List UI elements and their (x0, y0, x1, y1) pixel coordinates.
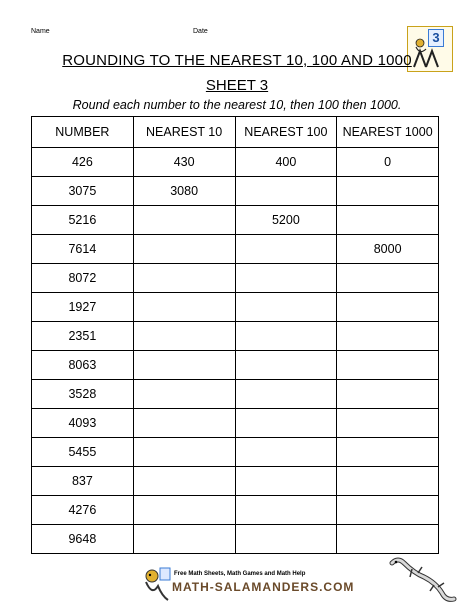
cell-nearest-1000 (337, 496, 439, 525)
cell-nearest-100 (235, 438, 337, 467)
table-row (32, 264, 439, 293)
grade-number: 3 (428, 29, 444, 47)
cell-nearest-1000 (337, 293, 439, 322)
cell-number: 3075 (32, 177, 134, 206)
cell-nearest-10 (133, 322, 235, 351)
cell-nearest-1000 (337, 351, 439, 380)
footer-logo (140, 566, 172, 609)
table-row (32, 467, 439, 496)
table-row (32, 235, 439, 264)
cell-nearest-1000 (337, 525, 439, 554)
cell-nearest-1000 (337, 264, 439, 293)
salamander-icon (388, 555, 458, 605)
cell-nearest-1000 (337, 206, 439, 235)
cell-nearest-10 (133, 264, 235, 293)
column-header-nearest-1000: NEAREST 1000 (337, 117, 439, 148)
table-row (32, 206, 439, 235)
column-header-nearest-10: NEAREST 10 (133, 117, 235, 148)
cell-nearest-10: 3080 (133, 177, 235, 206)
table-row (32, 438, 439, 467)
cell-nearest-10 (133, 380, 235, 409)
cell-nearest-10 (133, 206, 235, 235)
salamander-illustration (388, 555, 458, 610)
cell-nearest-1000 (337, 177, 439, 206)
cell-nearest-1000 (337, 322, 439, 351)
cell-nearest-100 (235, 264, 337, 293)
cell-nearest-1000 (337, 467, 439, 496)
table-row (32, 380, 439, 409)
cell-number: 4093 (32, 409, 134, 438)
cell-nearest-100 (235, 351, 337, 380)
cell-number: 8063 (32, 351, 134, 380)
cell-nearest-10 (133, 496, 235, 525)
sheet-subtitle: SHEET 3 (205, 77, 269, 94)
cell-number: 837 (32, 467, 134, 496)
cell-nearest-1000 (337, 438, 439, 467)
cell-nearest-10 (133, 235, 235, 264)
cell-nearest-100 (235, 177, 337, 206)
table-row (32, 496, 439, 525)
cell-number: 9648 (32, 525, 134, 554)
cell-number: 3528 (32, 380, 134, 409)
cell-nearest-1000: 8000 (337, 235, 439, 264)
cell-nearest-100: 5200 (235, 206, 337, 235)
cell-nearest-100 (235, 467, 337, 496)
cell-nearest-10 (133, 438, 235, 467)
instructions: Round each number to the nearest 10, then 100 then 1000. (72, 98, 402, 112)
cell-nearest-100 (235, 380, 337, 409)
cell-number: 5216 (32, 206, 134, 235)
column-header-nearest-100: NEAREST 100 (235, 117, 337, 148)
cell-nearest-10 (133, 351, 235, 380)
cell-nearest-10 (133, 409, 235, 438)
cell-nearest-10 (133, 293, 235, 322)
table-row (32, 177, 439, 206)
cell-nearest-100 (235, 322, 337, 351)
cell-nearest-100 (235, 293, 337, 322)
table-row (32, 409, 439, 438)
salamander-mascot-icon (140, 566, 172, 604)
cell-nearest-100 (235, 409, 337, 438)
cell-number: 8072 (32, 264, 134, 293)
table-header-row (32, 117, 439, 148)
footer-brand: MATH-SALAMANDERS.COM (172, 580, 355, 594)
cell-nearest-10: 430 (133, 148, 235, 177)
cell-number: 7614 (32, 235, 134, 264)
cell-nearest-1000 (337, 409, 439, 438)
cell-nearest-1000: 0 (337, 148, 439, 177)
footer-tagline: Free Math Sheets, Math Games and Math Help (174, 571, 306, 577)
cell-nearest-1000 (337, 380, 439, 409)
column-header-number: NUMBER (32, 117, 134, 148)
table-row (32, 322, 439, 351)
cell-nearest-100 (235, 525, 337, 554)
table-row (32, 293, 439, 322)
page-title: ROUNDING TO THE NEAREST 10, 100 AND 1000 (62, 52, 412, 69)
cell-nearest-10 (133, 467, 235, 496)
cell-number: 1927 (32, 293, 134, 322)
cell-number: 426 (32, 148, 134, 177)
table-row (32, 525, 439, 554)
name-label: Name (31, 28, 50, 35)
cell-number: 2351 (32, 322, 134, 351)
date-label: Date (193, 28, 208, 35)
table-row (32, 351, 439, 380)
cell-nearest-100 (235, 496, 337, 525)
cell-number: 5455 (32, 438, 134, 467)
cell-nearest-100 (235, 235, 337, 264)
cell-nearest-10 (133, 525, 235, 554)
cell-number: 4276 (32, 496, 134, 525)
table-row (32, 148, 439, 177)
rounding-table (31, 116, 439, 554)
cell-nearest-100: 400 (235, 148, 337, 177)
